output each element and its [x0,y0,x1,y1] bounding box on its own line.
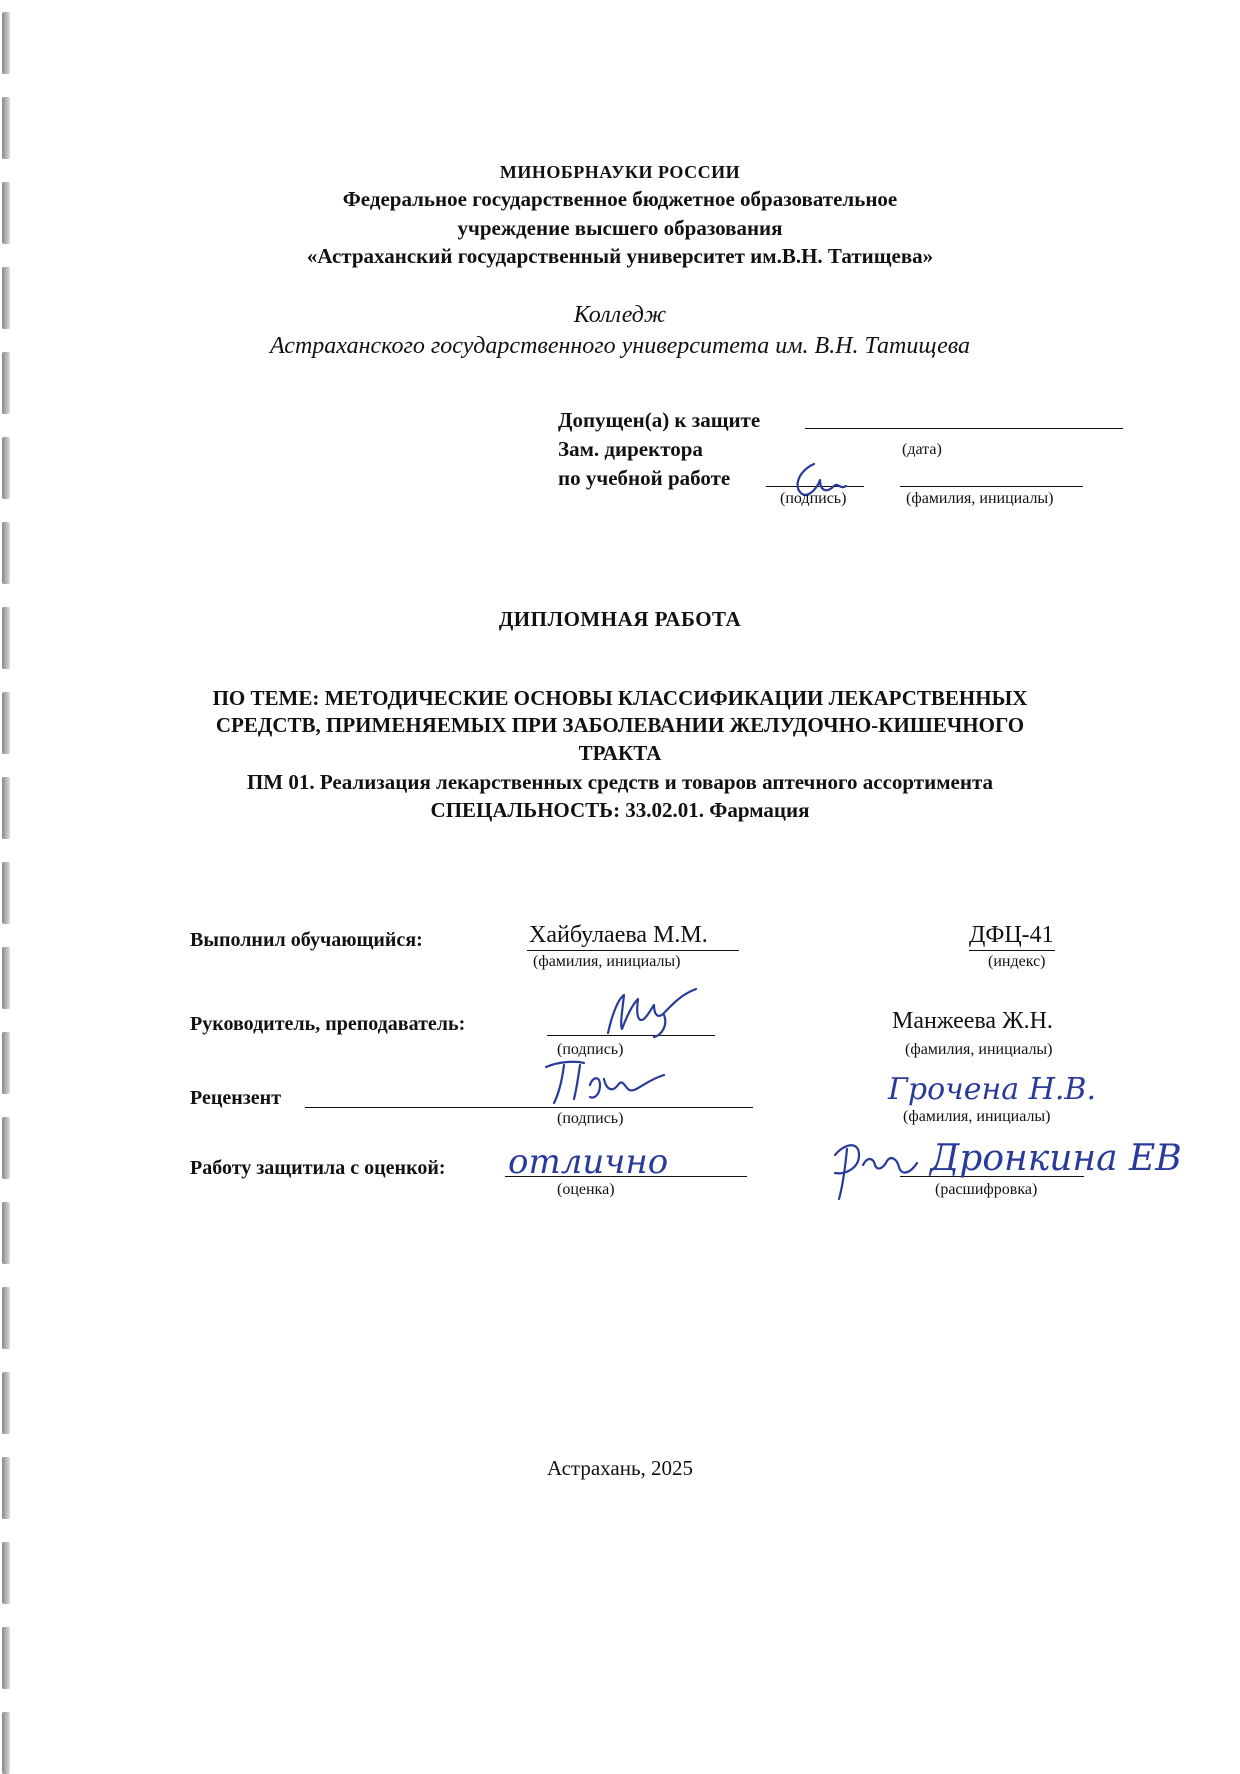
decoding-caption: (расшифровка) [935,1181,1038,1198]
topic-line-1: ПО ТЕМЕ: МЕТОДИЧЕСКИЕ ОСНОВЫ КЛАССИФИКАЦИИ ЛЕКАРСТВЕННЫХ [212,686,1028,710]
specialty-line: СПЕЦАЛЬНОСТЬ: 33.02.01. Фармация [430,798,810,822]
student-group-caption: (индекс) [988,953,1046,970]
reviewer-signature [540,1055,670,1115]
reviewer-label: Рецензент [190,1087,282,1109]
student-name: Хайбулаева М.М. [529,922,708,948]
student-name-line [527,950,739,951]
binding-ring [2,1032,10,1094]
defense-signature [825,1135,925,1205]
student-group-line [969,950,1055,951]
binding-ring [2,947,10,1009]
binding-ring [2,1372,10,1434]
supervisor-signature [600,985,710,1040]
reviewer-signature-caption: (подпись) [557,1110,624,1127]
binding-ring [2,437,10,499]
binding-ring [2,1542,10,1604]
module-line: ПМ 01. Реализация лекарственных средств и товаров аптечного ассортимента [246,770,994,794]
binding-ring [2,97,10,159]
admitted-label: Допущен(а) к защите [558,408,761,432]
defense-decoding: Дронкина ЕВ [930,1138,1182,1179]
supervisor-label: Руководитель, преподаватель: [190,1013,466,1035]
institution-line-3: «Астраханский государственный университет им.В.Н. Татищева» [306,244,934,268]
binding-ring [2,862,10,924]
grade-caption: (оценка) [557,1181,615,1198]
date-line [805,428,1123,429]
reviewer-name-caption: (фамилия, инициалы) [903,1108,1051,1125]
binding-ring [2,1117,10,1179]
deputy-label: Зам. директора [558,437,703,461]
institution-line-1: Федеральное государственное бюджетное образовательное [342,187,898,211]
deputy-signature-caption: (подпись) [780,490,847,507]
document-type: ДИПЛОМНАЯ РАБОТА [498,607,742,631]
college-line-2: Астраханского государственного университета им. В.Н. Татищева [270,333,970,359]
student-group: ДФЦ-41 [969,922,1054,948]
topic-line-3: ТРАКТА [578,741,662,765]
binding-ring [2,352,10,414]
supervisor-name-caption: (фамилия, инициалы) [905,1041,1053,1058]
binding-ring [2,1712,10,1774]
date-caption: (дата) [902,441,942,458]
reviewer-signature-line [305,1107,753,1108]
binding-ring [2,522,10,584]
binding-ring [2,1202,10,1264]
city-year: Астрахань, 2025 [546,1456,694,1480]
reviewer-name: Грочена Н.В. [888,1072,1097,1107]
institution-line-2: учреждение высшего образования [457,216,783,240]
student-name-caption: (фамилия, инициалы) [533,953,681,970]
binding-ring [2,1627,10,1689]
ministry-name: МИНОБРНАУКИ РОССИИ [499,162,741,182]
defense-label: Работу защитила с оценкой: [190,1157,446,1179]
deputy-name-caption: (фамилия, инициалы) [906,490,1054,507]
defense-grade: отлично [508,1142,669,1182]
supervisor-name: Манжеева Ж.Н. [892,1008,1053,1034]
binding-ring [2,12,10,74]
binding-ring [2,1287,10,1349]
student-label: Выполнил обучающийся: [190,929,423,951]
deputy-name-line [900,486,1083,487]
supervisor-signature-caption: (подпись) [557,1041,624,1058]
college-line-1: Колледж [573,302,667,328]
topic-line-2: СРЕДСТВ, ПРИМЕНЯЕМЫХ ПРИ ЗАБОЛЕВАНИИ ЖЕЛУДОЧНО-КИШЕЧНОГО [215,713,1025,737]
academic-label: по учебной работе [558,466,731,490]
